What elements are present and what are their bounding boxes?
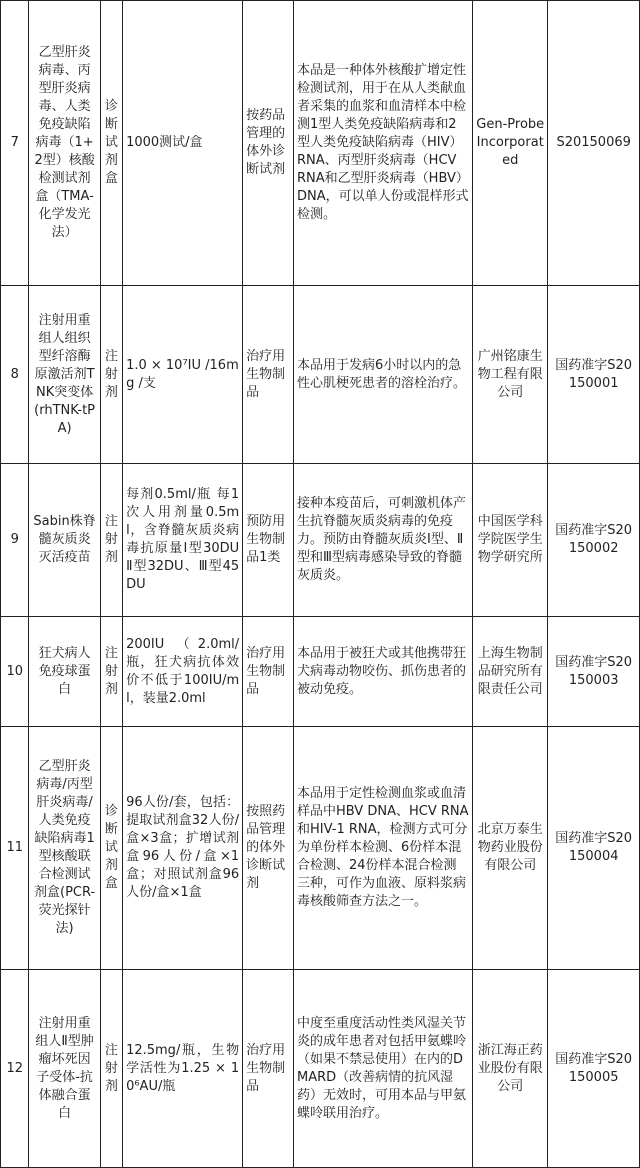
indication: 接种本疫苗后，可刺激机体产生抗脊髓灰质炎病毒的免疫力。预防由脊髓灰质炎Ⅰ型、Ⅱ型和Ⅲ型病毒感染导致的脊髓灰质炎。 [294,464,473,617]
specification: 200IU （2.0ml/瓶，狂犬病抗体效价不低于100IU/ml，装量2.0ml [123,617,243,727]
specification: 每剂0.5ml/瓶 每1次人用剂量0.5ml，含脊髓灰质炎病毒抗原量Ⅰ型30DU Ⅱ型32DU、Ⅲ型45DU [123,464,243,617]
approval-number: 国药准字S20150004 [548,727,640,970]
drug-category: 治疗用生物制品 [243,970,294,1168]
manufacturer: 北京万泰生物药业股份有限公司 [473,727,548,970]
approval-number: S20150069 [548,1,640,286]
indication: 本品是一种体外核酸扩增定性检测试剂，用于在从人类献血者采集的血浆和血清样本中检测1型人类免疫缺陷病毒和2型人类免疫缺陷病毒（HIV）RNA、丙型肝炎病毒（HCV RNA和乙型肝炎病毒（HBV）DNA，可以单人份或混样形式检测。 [294,1,473,286]
specification: 1.0 × 10⁷IU /16mg /支 [123,286,243,464]
dosage-form: 注射剂 [100,970,122,1168]
specification: 12.5mg/瓶，生物学活性为1.25 × 10⁶AU/瓶 [123,970,243,1168]
dosage-form: 注射剂 [100,464,122,617]
manufacturer: 广州铭康生物工程有限公司 [473,286,548,464]
manufacturer: Gen-Probe Incorporated [473,1,548,286]
approval-number: 国药准字S20150005 [548,970,640,1168]
dosage-form: 注射剂 [100,617,122,727]
drug-name: 狂犬病人免疫球蛋白 [29,617,100,727]
table-row [1,727,640,970]
drug-category: 按照药品管理的体外诊断试剂 [243,727,294,970]
approval-number: 国药准字S20150003 [548,617,640,727]
manufacturer: 浙江海正药业股份有限公司 [473,970,548,1168]
manufacturer: 中国医学科学院医学生物学研究所 [473,464,548,617]
dosage-form: 注射剂 [100,286,122,464]
drug-name: 乙型肝炎病毒、丙型肝炎病毒、人类免疫缺陷病毒（1+2型）核酸检测试剂盒（TMA-化学发光法） [29,1,100,286]
indication: 本品用于发病6小时以内的急性心肌梗死患者的溶栓治疗。 [294,286,473,464]
drug-name: Sabin株脊髓灰质炎灭活疫苗 [29,464,100,617]
row-index: 8 [1,286,29,464]
drug-category: 预防用生物制品1类 [243,464,294,617]
indication: 本品用于被狂犬或其他携带狂犬病毒动物咬伤、抓伤患者的被动免疫。 [294,617,473,727]
table-row [1,286,640,464]
table-row [1,970,640,1168]
approval-number: 国药准字S20150001 [548,286,640,464]
manufacturer: 上海生物制品研究所有限责任公司 [473,617,548,727]
indication: 本品用于定性检测血浆或血清样品中HBV DNA、HCV RNA和HIV-1 RNA，检测方式可分为单份样本检测、6份样本混合检测、24份样本混合检测三种，可作为血液、原料浆病毒核酸筛查方法之一。 [294,727,473,970]
row-index: 9 [1,464,29,617]
dosage-form: 诊断试剂盒 [100,1,122,286]
table-row [1,464,640,617]
indication: 中度至重度活动性类风湿关节炎的成年患者对包括甲氨蝶呤（如果不禁忌使用）在内的DMARD（改善病情的抗风湿药）无效时，可用本品与甲氨蝶呤联用治疗。 [294,970,473,1168]
row-index: 12 [1,970,29,1168]
table-row [1,617,640,727]
drug-category: 按药品管理的体外诊断试剂 [243,1,294,286]
approval-number: 国药准字S20150002 [548,464,640,617]
drug-name: 注射用重组人组织型纤溶酶原激活剂TNK突变体(rhTNK-tPA) [29,286,100,464]
drug-category: 治疗用生物制品 [243,286,294,464]
drug-name: 注射用重组人Ⅱ型肿瘤坏死因子受体-抗体融合蛋白 [29,970,100,1168]
row-index: 11 [1,727,29,970]
specification: 1000测试/盒 [123,1,243,286]
row-index: 7 [1,1,29,286]
row-index: 10 [1,617,29,727]
drug-name: 乙型肝炎病毒/丙型肝炎病毒/人类免疫缺陷病毒1型核酸联合检测试剂盒(PCR-荧光探针法) [29,727,100,970]
drug-category: 治疗用生物制品 [243,617,294,727]
specification: 96人份/套，包括：提取试剂盒32人份/盒×3盒；扩增试剂盒96人份/盒×1盒；对照试剂盒96人份/盒×1盒 [123,727,243,970]
dosage-form: 诊断试剂盒 [100,727,122,970]
table-row [1,1,640,286]
